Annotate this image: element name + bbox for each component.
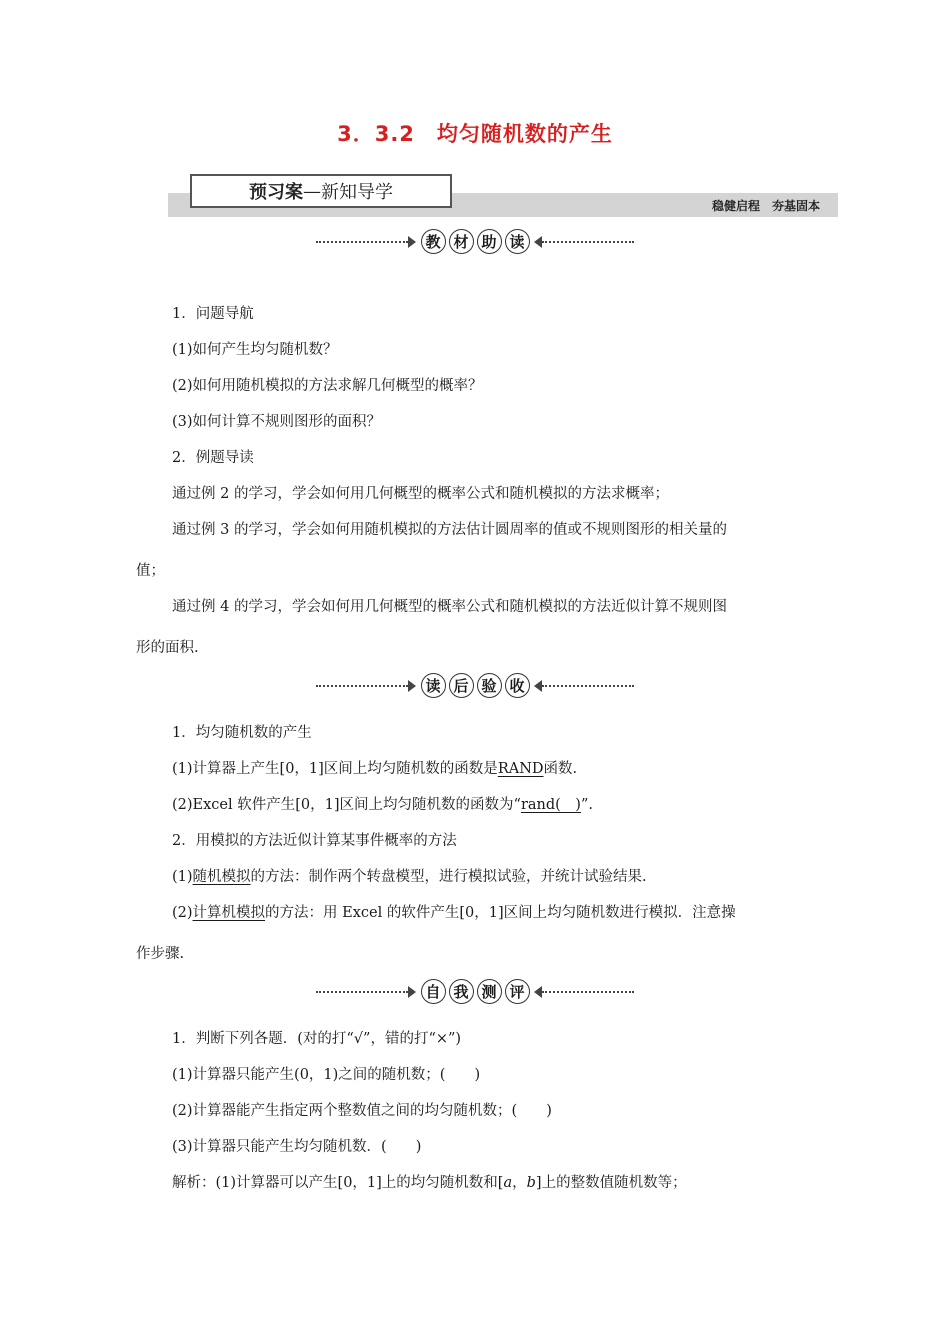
paragraph: 通过例 3 的学习，学会如何用随机模拟的方法估计圆周率的值或不规则图形的相关量的 [172,522,727,538]
dotted-line [542,685,634,687]
text: ， [512,1175,527,1191]
circled-char: 测 [477,979,502,1004]
text: (1)计算器上产生[0，1]区间上均匀随机数的函数是 [172,761,498,777]
text: (2)Excel 软件产生[0，1]区间上均匀随机数的函数为“ [172,797,521,813]
dotted-line [316,991,408,993]
banner-dash: — [303,180,321,202]
paragraph: 2．例题导读 [172,450,254,466]
paragraph: (1)计算器只能产生(0，1)之间的随机数；( ) [172,1067,481,1083]
circled-char: 教 [421,229,446,254]
banner-sub: 新知导学 [321,182,393,203]
section-header-self-test [0,979,950,1004]
banner-main: 预习案 [249,182,303,203]
text: (2) [172,905,193,921]
dotted-line [316,241,408,243]
paragraph: 1．问题导航 [172,306,254,322]
dotted-line [542,991,634,993]
blank-answer: RAND [497,761,544,777]
blank-answer: 随机模拟 [192,869,251,885]
text: 解析：(1)计算器可以产生[0，1]上的均匀随机数和[ [172,1175,504,1191]
blank-answer: 计算机模拟 [192,905,266,921]
text: 函数. [543,761,578,777]
section-banner [190,174,452,208]
blank-answer: rand( ) [520,797,581,813]
circled-char: 评 [505,979,530,1004]
paragraph [172,865,647,886]
arrow-left-icon [534,680,542,692]
dotted-line [316,685,408,687]
math-var: a [503,1175,513,1191]
circled-char: 收 [505,673,530,698]
arrow-right-icon [408,680,416,692]
text: ]上的整数值随机数等； [535,1175,687,1191]
circled-char: 读 [421,673,446,698]
arrow-left-icon [534,236,542,248]
circled-char: 材 [449,229,474,254]
paragraph: (2)计算器能产生指定两个整数值之间的均匀随机数；( ) [172,1103,552,1119]
circled-char: 助 [477,229,502,254]
paragraph: 1．均匀随机数的产生 [172,725,312,741]
paragraph: (2)如何用随机模拟的方法求解几何概型的概率？ [172,378,483,394]
section-header-after-reading [0,673,950,698]
paragraph [172,793,593,814]
paragraph [172,1171,687,1192]
paragraph: 作步骤. [136,946,185,962]
paragraph: (3)如何计算不规则图形的面积？ [172,414,382,430]
circled-char: 我 [449,979,474,1004]
text: ”. [580,797,593,813]
banner-motto: 稳健启程 夯基固本 [711,199,820,213]
circled-char: 自 [421,979,446,1004]
text: 的方法：制作两个转盘模型，进行模拟试验，并统计试验结果. [250,869,647,885]
paragraph: 2．用模拟的方法近似计算某事件概率的方法 [172,833,457,849]
paragraph [172,901,736,922]
paragraph [172,757,577,778]
paragraph: (3)计算器只能产生均匀随机数．( ) [172,1139,422,1155]
dotted-line [542,241,634,243]
arrow-left-icon [534,986,542,998]
paragraph: 通过例 4 的学习，学会如何用几何概型的概率公式和随机模拟的方法近似计算不规则图 [172,599,727,615]
circled-char: 读 [505,229,530,254]
section-header-textbook-reading [0,229,950,254]
paragraph: (1)如何产生均匀随机数？ [172,342,338,358]
circled-char: 验 [477,673,502,698]
text: (1) [172,869,193,885]
page-title: 3．3.2 均匀随机数的产生 [337,122,613,146]
text: 的方法：用 Excel 的软件产生[0，1]区间上均匀随机数进行模拟．注意操 [265,905,736,921]
circled-char: 后 [449,673,474,698]
arrow-right-icon [408,986,416,998]
paragraph: 通过例 2 的学习，学会如何用几何概型的概率公式和随机模拟的方法求概率； [172,486,669,502]
paragraph: 形的面积. [136,640,199,656]
paragraph: 值； [136,563,165,579]
paragraph: 1．判断下列各题．(对的打“√”，错的打“×”) [172,1031,462,1047]
arrow-right-icon [408,236,416,248]
math-var: b [526,1175,536,1191]
